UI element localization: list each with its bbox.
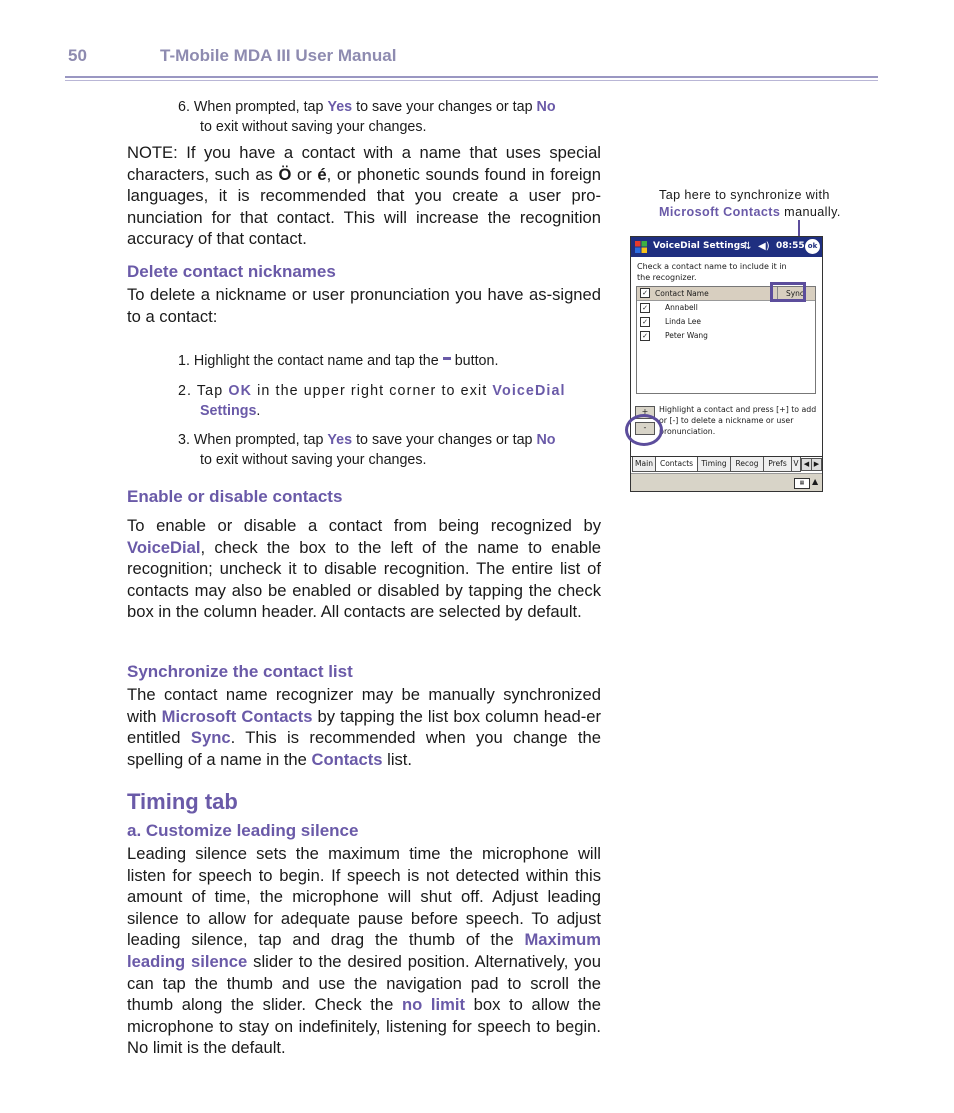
tab-recog[interactable]: Recog xyxy=(730,457,764,472)
sync-highlight-box xyxy=(770,282,806,302)
contact-checkbox[interactable]: ✓ xyxy=(640,317,650,327)
delete-step-2: 2. Tap OK in the upper right corner to exit VoiceDial Settings. xyxy=(178,383,566,419)
note-paragraph: NOTE: If you have a contact with a name that uses special characters, such as Ö or é, or phonetic sounds found in foreign languages, it is recommended that you create a user pro-nunciation for that contact. This will increase the recognition accuracy of that contact. xyxy=(127,143,601,249)
contact-checkbox[interactable]: ✓ xyxy=(640,303,650,313)
list-item[interactable]: ✓ Peter Wang xyxy=(637,330,815,344)
minus-button-highlight-circle xyxy=(625,414,663,446)
minus-icon xyxy=(443,357,451,360)
page-number: 50 xyxy=(68,46,87,65)
tab-overflow[interactable]: V xyxy=(791,457,801,472)
pda-title-bar xyxy=(631,237,822,257)
delete-nickname-button[interactable]: - xyxy=(635,422,655,435)
manual-title: T-Mobile MDA III User Manual xyxy=(160,46,397,65)
header-checkbox[interactable]: ✓ xyxy=(640,288,650,298)
pda-window-title: VoiceDial Settings xyxy=(653,241,746,251)
contact-list xyxy=(636,286,816,394)
delete-step-1: 1. Highlight the contact name and tap the button. xyxy=(178,353,499,369)
pda-help-text: Highlight a contact and press [+] to add or [-] to delete a nickname or user pronunciation. xyxy=(659,405,817,436)
delete-nicknames-body: To delete a nickname or user pronunciation you have as-signed to a contact: xyxy=(127,285,601,326)
tab-scroll-left-icon[interactable]: ◀ xyxy=(801,458,812,471)
list-item[interactable]: ✓ Annabell xyxy=(637,302,815,316)
tab-scroll-right-icon[interactable]: ▶ xyxy=(811,458,822,471)
step-6: 6. When prompted, tap Yes to save your changes or tap No to exit without saving your changes. xyxy=(178,99,556,135)
sync-body: The contact name recognizer may be manually synchronized with Microsoft Contacts by tapping the list box column head-er entitled Sync. This is recommended when you change the spelling of a name in the Contacts list. xyxy=(127,685,601,769)
sync-heading: Synchronize the contact list xyxy=(127,662,353,681)
signal-icon[interactable]: ⇅ xyxy=(743,241,752,252)
sync-caption: Tap here to synchronize with Microsoft Contacts manually. xyxy=(659,188,841,219)
tab-prefs[interactable]: Prefs xyxy=(763,457,792,472)
voicedial-settings-screenshot xyxy=(630,236,823,492)
tab-contacts[interactable]: Contacts xyxy=(655,457,698,472)
delete-step-3: 3. When prompted, tap Yes to save your changes or tap No to exit without saving your changes. xyxy=(178,432,556,468)
add-nickname-button[interactable]: + xyxy=(635,406,655,419)
pda-tab-bar xyxy=(631,456,822,473)
windows-flag-icon[interactable] xyxy=(634,240,648,254)
delete-nicknames-heading: Delete contact nicknames xyxy=(127,262,336,281)
sync-column-header[interactable]: Sync xyxy=(777,287,812,299)
leading-silence-body: Leading silence sets the maximum time the microphone will listen for speech to begin. If speech is not detected within this amount of time, the microphone will shut off. Adjust leading silence to allow for adequate pause before speech. To adjust leading silence, tap and drag the thumb of the Maximum leading silence slider to the desired position. Alternatively, you can tap the thumb and use the navigation pad to scroll the thumb along the slider. Check the no limit box to allow the microphone to stay on indefinitely, listening for speech to begin. No limit is the default. xyxy=(127,844,601,1058)
pda-clock[interactable]: 08:55 xyxy=(776,241,805,251)
list-item[interactable]: ✓ Linda Lee xyxy=(637,316,815,330)
header-rule-thin xyxy=(65,80,878,81)
keyboard-icon[interactable]: ▦ xyxy=(794,478,810,489)
tab-timing[interactable]: Timing xyxy=(697,457,731,472)
enable-contacts-heading: Enable or disable contacts xyxy=(127,487,343,506)
leading-silence-heading: a. Customize leading silence xyxy=(127,821,359,840)
contact-checkbox[interactable]: ✓ xyxy=(640,331,650,341)
tab-main[interactable]: Main xyxy=(632,457,656,472)
enable-contacts-body: To enable or disable a contact from being recognized by VoiceDial, check the box to the left of the name to enable recognition; uncheck it to disable recognition. The entire list of contacts may also be enabled or disabled by tapping the check box in the column header. All contacts are selected by default. xyxy=(127,516,601,622)
pda-instruction: Check a contact name to include it in the recognizer. xyxy=(637,262,787,282)
sip-up-arrow-icon[interactable]: ▲ xyxy=(812,477,819,486)
header-rule xyxy=(65,76,878,78)
contact-name-column[interactable]: Contact Name xyxy=(655,289,709,298)
pda-command-bar xyxy=(631,473,822,492)
speaker-icon[interactable]: ◀) xyxy=(758,241,770,252)
ok-button[interactable]: ok xyxy=(805,239,820,254)
timing-heading: Timing tab xyxy=(127,789,238,814)
